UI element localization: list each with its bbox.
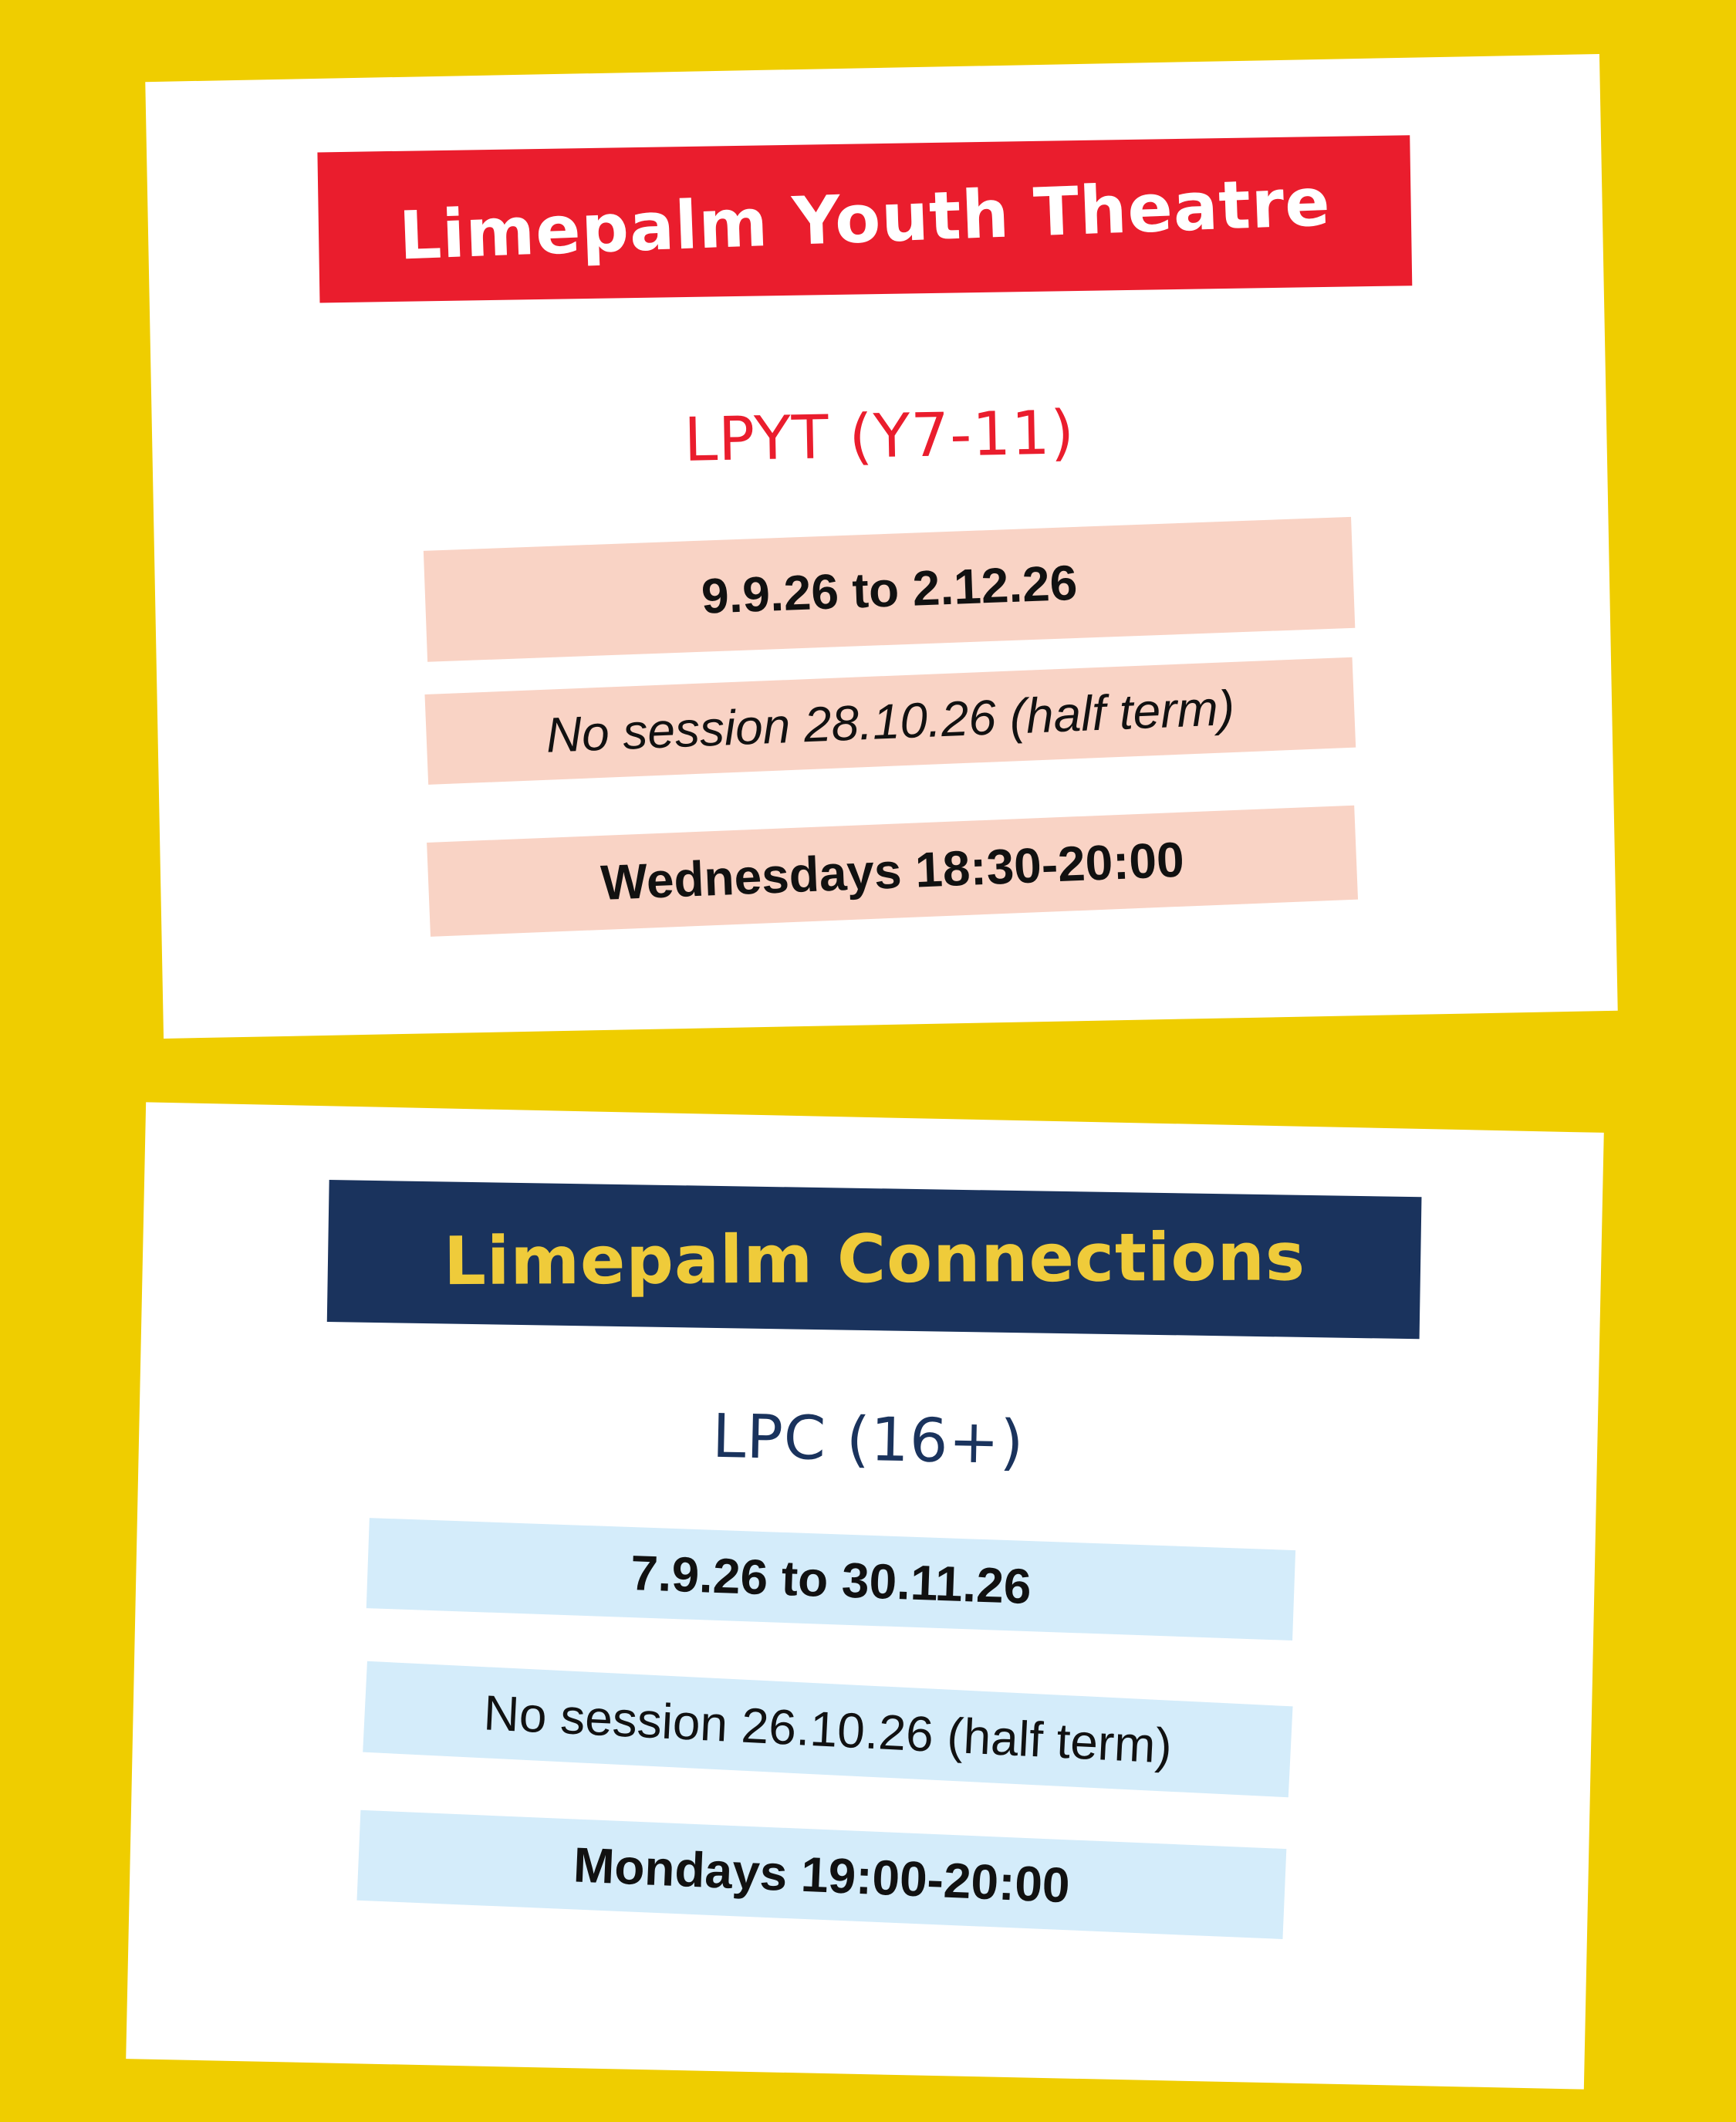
youth-theatre-date-range-text: 9.9.26 to 2.12.26: [700, 554, 1079, 624]
youth-theatre-group-label: LPYT (Y7-11): [683, 398, 1076, 475]
youth-theatre-schedule: [427, 806, 1358, 937]
connections-date-range: [366, 1518, 1295, 1640]
connections-schedule: [356, 1810, 1286, 1939]
youth-theatre-banner: [317, 135, 1412, 302]
connections-date-range-text: 7.9.26 to 30.11.26: [630, 1544, 1032, 1614]
connections-banner: [327, 1180, 1422, 1339]
youth-theatre-card: [145, 54, 1617, 1039]
youth-theatre-schedule-text: Wednesdays 18:30-20:00: [599, 831, 1186, 911]
youth-theatre-title: Limepalm Youth Theatre: [397, 163, 1332, 275]
youth-theatre-date-range: [424, 517, 1355, 662]
connections-exception: [363, 1661, 1292, 1798]
connections-exception-text: No session 26.10.26 (half term): [482, 1684, 1174, 1774]
connections-card: [126, 1102, 1604, 2089]
connections-group-label: LPC (16+): [711, 1401, 1025, 1478]
youth-theatre-exception-text: No session 28.10.26 (half term): [545, 679, 1236, 763]
connections-schedule-text: Mondays 19:00-20:00: [572, 1836, 1072, 1913]
connections-title: Limepalm Connections: [443, 1218, 1305, 1301]
youth-theatre-exception: [424, 657, 1356, 785]
